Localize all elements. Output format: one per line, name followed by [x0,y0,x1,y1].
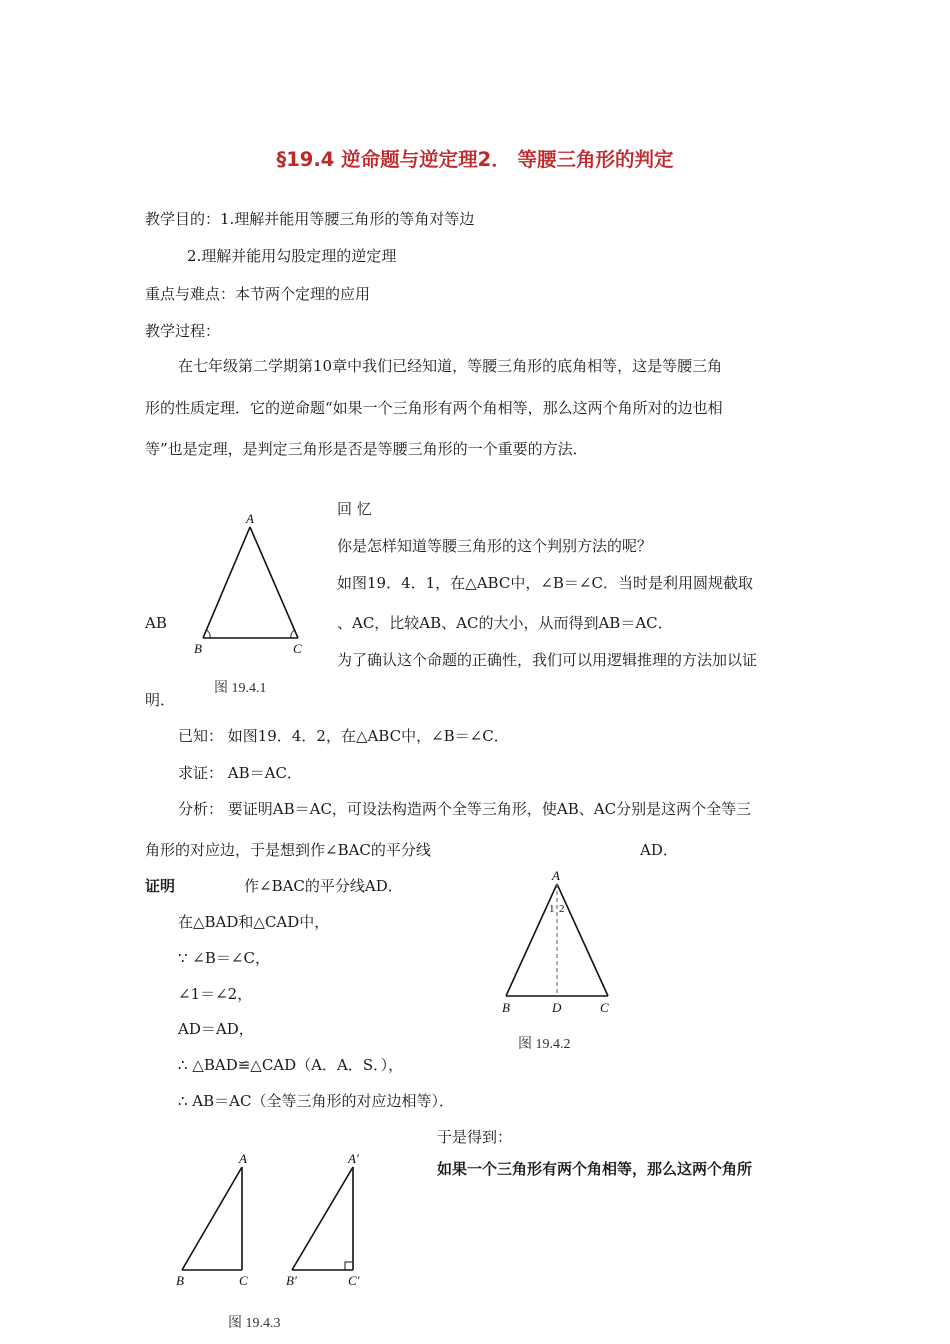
proof-step-0: 作∠BAC的平分线AD． [244,877,403,895]
angle-c-mark [291,630,295,638]
proof-label: 证明 [145,877,176,895]
label-a-prime: A′ [348,1151,359,1166]
recall-line-2: 、AC，比较AB、AC的大小，从而得到AB＝AC． [337,614,673,632]
figure-19-4-2 [490,862,630,1022]
goal-line-2: 2.理解并能用勾股定理的逆定理 [187,247,397,265]
given: 已知： 如图19．4．2，在△ABC中，∠B＝∠C． [178,727,509,745]
analysis-line-2: 角形的对应边，于是想到作∠BAC的平分线 [145,841,431,859]
label-c: C [239,1273,248,1288]
conclusion-intro: 于是得到： [437,1128,513,1146]
analysis-line-1: 分析： 要证明AB＝AC，可设法构造两个全等三角形，使AB、AC分别是这两个全等三 [178,800,752,818]
label-d: D [552,1000,562,1015]
recall-line-3: 为了确认这个命题的正确性，我们可以用逻辑推理的方法加以证 [337,651,758,669]
proof-step-4: AD＝AD， [178,1020,254,1038]
triangle-abc-bisected [506,884,608,996]
conclusion-statement: 如果一个三角形有两个角相等，那么这两个角所 [437,1160,753,1178]
figure-2-caption: 图 19.4.2 [518,1037,571,1052]
angle-b-mark [207,630,211,638]
label-b: B [502,1000,510,1015]
label-a: A [246,511,254,526]
right-triangle-abc [182,1167,242,1270]
figure-1-caption: 图 19.4.1 [214,681,267,696]
figure-19-4-3 [160,1145,390,1295]
page-title: §19.4 逆命题与逆定理2． 等腰三角形的判定 [276,148,674,171]
proof-step-1: 在△BAD和△CAD中， [178,913,330,931]
label-a: A [239,1151,247,1166]
recall-question: 你是怎样知道等腰三角形的这个判别方法的呢？ [337,537,653,555]
proof-step-2: ∵ ∠B＝∠C， [178,949,270,967]
proof-step-3: ∠1＝∠2， [178,985,253,1003]
process-label: 教学过程： [145,322,221,340]
label-a: A [552,868,560,883]
label-b-prime: B′ [286,1273,297,1288]
goal-line-1: 教学目的：1.理解并能用等腰三角形的等角对等边 [145,210,475,228]
analysis-line-2-end: AD． [640,841,678,859]
right-angle-mark [345,1262,353,1270]
label-c-prime: C′ [348,1273,360,1288]
key-points: 重点与难点：本节两个定理的应用 [145,285,371,303]
label-2: 2 [559,903,565,915]
triangle-abc [203,527,298,638]
proof-step-6: ∴ AB＝AC（全等三角形的对应边相等）． [178,1092,454,1110]
intro-line-1: 在七年级第二学期第10章中我们已经知道，等腰三角形的底角相等，这是等腰三角 [178,357,723,375]
figure-3-caption: 图 19.4.3 [228,1316,281,1331]
recall-line-1: 如图19．4．1，在△ABC中，∠B＝∠C．当时是利用圆规截取 [337,574,753,592]
label-1: 1 [549,903,555,915]
label-c: C [600,1000,609,1015]
right-triangle-a2b2c2 [292,1167,353,1270]
recall-heading: 回 忆 [337,500,372,518]
figure-19-4-1 [180,505,320,665]
label-b: B [194,641,202,656]
recall-prefix-ab: AB [145,614,167,632]
intro-line-3: 等”也是定理，是判定三角形是否是等腰三角形的一个重要的方法． [145,440,588,458]
intro-line-2: 形的性质定理．它的逆命题“如果一个三角形有两个角相等，那么这两个角所对的边也相 [145,399,723,417]
label-b: B [176,1273,184,1288]
recall-line-4: 明． [145,691,176,709]
proof-step-5: ∴ △BAD≌△CAD（A．A．S．）， [178,1056,404,1074]
prove: 求证： AB＝AC． [178,764,302,782]
label-c: C [293,641,302,656]
